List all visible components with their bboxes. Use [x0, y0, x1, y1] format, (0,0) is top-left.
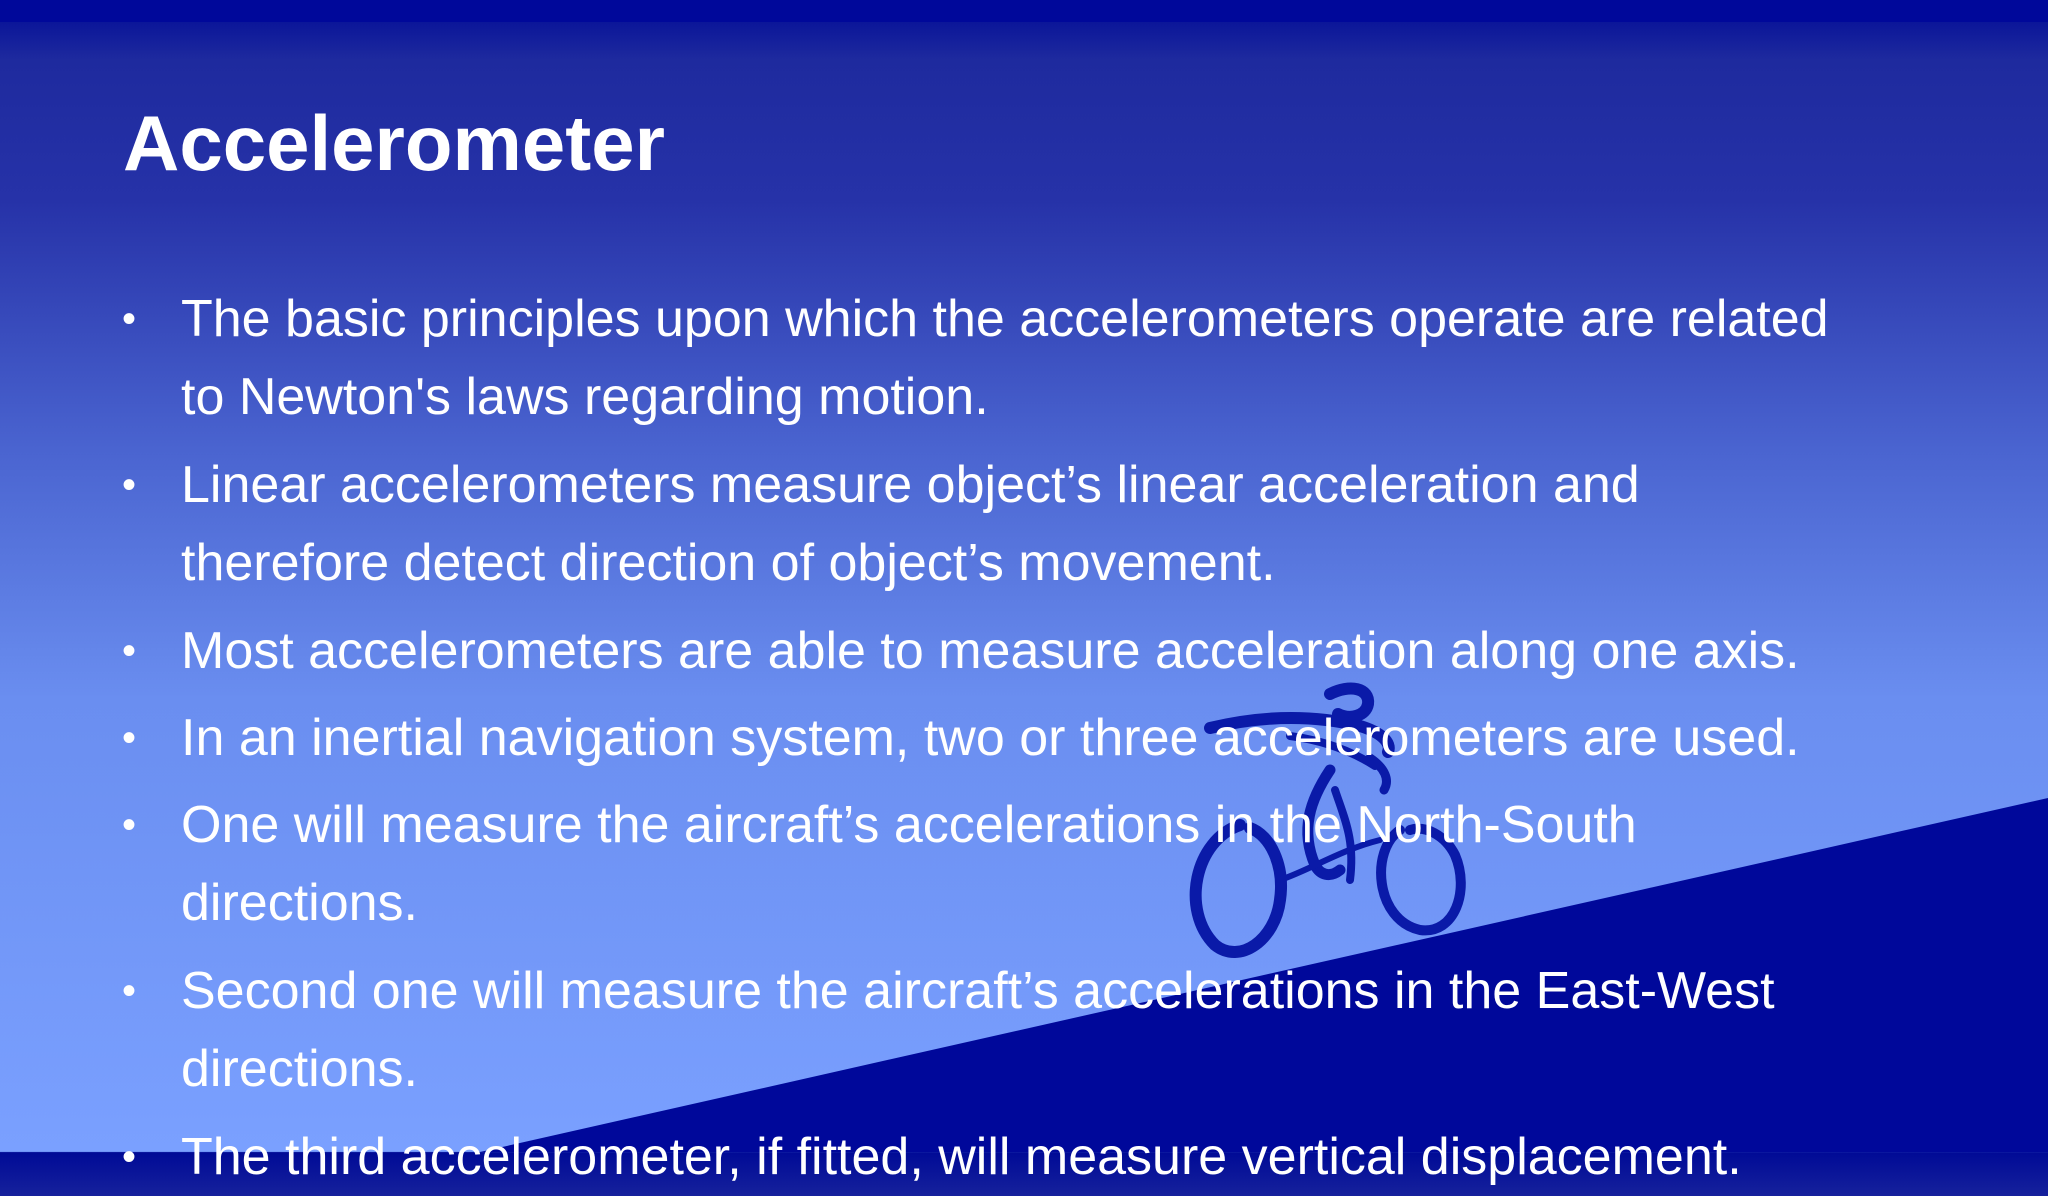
bullet-text: One will measure the aircraft’s accelerations in the North-South directions. — [181, 796, 1637, 932]
bullet-marker: • — [122, 629, 137, 673]
bullet-text: Linear accelerometers measure object’s linear acceleration and therefore detect direction of object’s movement. — [181, 456, 1640, 592]
bullet-marker: • — [122, 803, 137, 847]
bullet-text: In an inertial navigation system, two or three accelerometers are used. — [181, 709, 1800, 767]
bullet-marker: • — [122, 716, 137, 760]
bullet-marker: • — [122, 297, 137, 341]
bullet-text: The basic principles upon which the accelerometers operate are related to Newton's laws regarding motion. — [181, 290, 1829, 426]
bullet-marker: • — [122, 463, 137, 507]
slide-title: Accelerometer — [123, 99, 665, 187]
bullet-marker: • — [122, 1135, 137, 1179]
bullet-marker: • — [122, 969, 137, 1013]
bullet-text: Most accelerometers are able to measure acceleration along one axis. — [181, 622, 1800, 680]
bullet-text: The third accelerometer, if fitted, will measure vertical displacement. — [181, 1128, 1742, 1186]
bullet-text: Second one will measure the aircraft’s accelerations in the East-West directions. — [181, 962, 1775, 1098]
